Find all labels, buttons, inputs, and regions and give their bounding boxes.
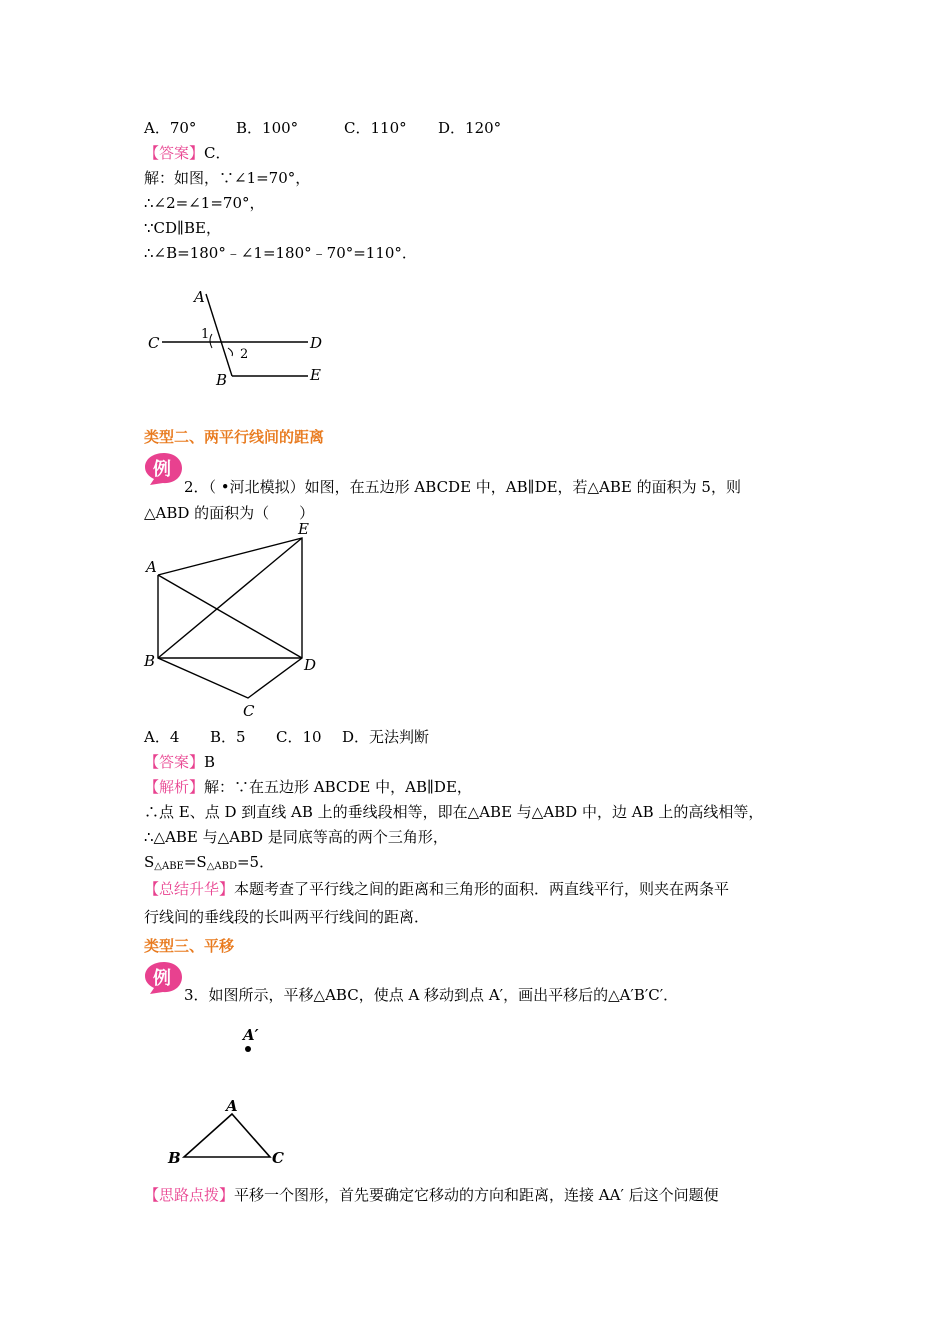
label-e: E — [298, 520, 309, 538]
q2-option-c: C．10 — [276, 728, 322, 746]
segment-ad — [158, 575, 302, 658]
area-sub-abd: △ABD — [206, 861, 237, 872]
q1-parallel-lines-figure — [140, 282, 340, 392]
q1-solution-line: 解：如图，∵∠1=70°， — [144, 169, 311, 187]
q1-options — [144, 118, 501, 138]
label-c: C — [272, 1149, 284, 1167]
q1-option-d: D．120° — [438, 119, 502, 137]
hint-tag: 【思路点拨】 — [144, 1186, 235, 1204]
analysis-tag: 【解析】 — [144, 778, 205, 796]
q1-solution-line: ∵CD∥BE， — [144, 219, 221, 237]
analysis-line: ∴△ABE 与△ABD 是同底等高的两个三角形， — [144, 828, 448, 846]
area-end: =5． — [236, 853, 275, 871]
hint-text: 平移一个图形，首先要确定它移动的方向和距离，连接 AA′ 后这个问题便 — [234, 1186, 719, 1204]
answer-tag: 【答案】 — [144, 144, 205, 162]
label-angle-1: 1 — [201, 327, 210, 342]
label-a: A — [226, 1097, 238, 1115]
q2-options — [144, 727, 429, 747]
example-badge-icon — [144, 961, 184, 995]
label-a-prime: A′ — [243, 1026, 259, 1044]
q2-summary — [144, 879, 729, 899]
angle-1-arc — [210, 334, 212, 348]
pentagon-outline — [158, 538, 302, 698]
analysis-line: 解：∵在五边形 ABCDE 中，AB∥DE， — [204, 778, 472, 796]
q3-hint — [144, 1185, 719, 1205]
q2-option-a: A．4 — [144, 728, 180, 746]
q3-stem: 3．如图所示，平移△ABC，使点 A 移动到点 A′，画出平移后的△A′B′C′． — [184, 986, 679, 1004]
label-d: D — [304, 656, 317, 674]
q2-analysis — [144, 777, 472, 797]
badge-text: 例 — [153, 459, 171, 480]
label-c: C — [243, 702, 255, 720]
label-a: A — [194, 288, 205, 306]
q2-option-b: B．5 — [210, 728, 246, 746]
section-heading: 类型二、两平行线间的距离 — [144, 428, 325, 446]
label-b: B — [168, 1149, 181, 1167]
area-eq: =S — [183, 853, 207, 871]
summary-line1: 本题考查了平行线之间的距离和三角形的面积．两直线平行，则夹在两条平 — [234, 880, 730, 898]
triangle-abc — [184, 1114, 270, 1157]
area-sub-abe: △ABE — [154, 861, 184, 872]
q2-pentagon-figure — [140, 520, 330, 720]
q2-option-d: D．无法判断 — [342, 728, 430, 746]
summary-tag: 【总结升华】 — [144, 880, 235, 898]
label-e: E — [310, 366, 321, 384]
q1-solution-line: ∴∠B=180°﹣∠1=180°﹣70°=110°． — [144, 244, 417, 262]
example-badge-icon — [144, 452, 184, 486]
angle-2-arc — [228, 348, 233, 356]
q1-option-b: B．100° — [236, 119, 299, 137]
summary-line2: 行线间的垂线段的长叫两平行线间的距离． — [144, 908, 430, 926]
q1-option-c: C．110° — [344, 119, 407, 137]
label-c: C — [148, 334, 160, 352]
label-b: B — [216, 371, 228, 389]
q2-stem-line2: △ABD 的面积为（ ） — [144, 504, 315, 522]
q1-answer — [144, 143, 231, 163]
q2-answer — [144, 752, 215, 772]
q1-option-a: A．70° — [144, 119, 197, 137]
area-equation — [144, 852, 274, 877]
label-a: A — [146, 558, 157, 576]
q2-stem-line1: 2．（ •河北模拟）如图，在五边形 ABCDE 中，AB∥DE，若△ABE 的面积为 5，则 — [184, 478, 741, 496]
q1-solution-line: ∴∠2=∠1=70°， — [144, 194, 265, 212]
section-heading: 类型三、平移 — [144, 937, 235, 955]
area-s: S — [144, 853, 155, 871]
label-angle-2: 2 — [240, 347, 249, 362]
answer-tag: 【答案】 — [144, 753, 205, 771]
badge-text: 例 — [153, 968, 171, 989]
label-b: B — [144, 652, 156, 670]
answer-value: B — [204, 753, 216, 771]
point-a-prime — [245, 1046, 251, 1052]
answer-value: C． — [204, 144, 231, 162]
line-ab — [206, 294, 232, 376]
analysis-line: ∴点 E、点 D 到直线 AB 上的垂线段相等，即在△ABE 与△ABD 中，边 AB 上的高线相等， — [144, 803, 764, 821]
label-d: D — [310, 334, 323, 352]
q3-translation-figure — [160, 1020, 300, 1170]
